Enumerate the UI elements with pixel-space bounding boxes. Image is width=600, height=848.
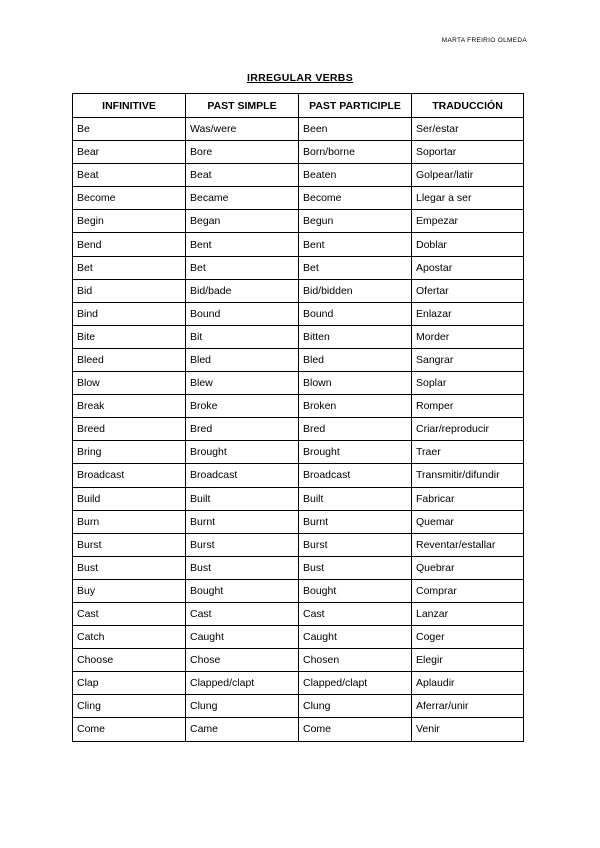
past-participle-cell: Clung (299, 695, 412, 718)
infinitive-cell: Blow (73, 372, 186, 395)
table-row (73, 695, 524, 718)
table-row (73, 464, 524, 487)
past-simple-cell: Brought (186, 441, 299, 464)
table-row (73, 233, 524, 256)
traduccion-cell: Soportar (412, 141, 524, 164)
traduccion-cell: Golpear/latir (412, 164, 524, 187)
infinitive-cell: Beat (73, 164, 186, 187)
traduccion-cell: Quebrar (412, 556, 524, 579)
past-participle-cell: Cast (299, 602, 412, 625)
traduccion-cell: Llegar a ser (412, 187, 524, 210)
past-simple-cell: Came (186, 718, 299, 741)
table-row (73, 649, 524, 672)
traduccion-cell: Transmitir/difundir (412, 464, 524, 487)
infinitive-cell: Burn (73, 510, 186, 533)
table-row (73, 579, 524, 602)
traduccion-cell: Soplar (412, 372, 524, 395)
past-simple-cell: Bought (186, 579, 299, 602)
table-row (73, 256, 524, 279)
table-row (73, 441, 524, 464)
infinitive-cell: Broadcast (73, 464, 186, 487)
table-row (73, 626, 524, 649)
traduccion-cell: Empezar (412, 210, 524, 233)
table-row (73, 510, 524, 533)
traduccion-cell: Aferrar/unir (412, 695, 524, 718)
past-participle-cell: Burnt (299, 510, 412, 533)
header-traduccion: TRADUCCIÓN (412, 94, 524, 118)
infinitive-cell: Build (73, 487, 186, 510)
header-row (73, 94, 524, 118)
infinitive-cell: Bid (73, 279, 186, 302)
infinitive-cell: Choose (73, 649, 186, 672)
traduccion-cell: Venir (412, 718, 524, 741)
traduccion-cell: Traer (412, 441, 524, 464)
traduccion-cell: Aplaudir (412, 672, 524, 695)
past-participle-cell: Caught (299, 626, 412, 649)
past-participle-cell: Bet (299, 256, 412, 279)
infinitive-cell: Bring (73, 441, 186, 464)
traduccion-cell: Enlazar (412, 302, 524, 325)
past-participle-cell: Been (299, 118, 412, 141)
past-simple-cell: Clapped/clapt (186, 672, 299, 695)
traduccion-cell: Coger (412, 626, 524, 649)
table-row (73, 187, 524, 210)
infinitive-cell: Begin (73, 210, 186, 233)
past-simple-cell: Burnt (186, 510, 299, 533)
traduccion-cell: Criar/reproducir (412, 418, 524, 441)
past-simple-cell: Bit (186, 325, 299, 348)
table-row (73, 141, 524, 164)
traduccion-cell: Ofertar (412, 279, 524, 302)
past-simple-cell: Bet (186, 256, 299, 279)
table-row (73, 372, 524, 395)
past-participle-cell: Bound (299, 302, 412, 325)
infinitive-cell: Bind (73, 302, 186, 325)
traduccion-cell: Quemar (412, 510, 524, 533)
traduccion-cell: Ser/estar (412, 118, 524, 141)
past-simple-cell: Cast (186, 602, 299, 625)
past-simple-cell: Built (186, 487, 299, 510)
irregular-verbs-table (72, 93, 524, 742)
past-participle-cell: Built (299, 487, 412, 510)
past-simple-cell: Beat (186, 164, 299, 187)
infinitive-cell: Break (73, 395, 186, 418)
past-participle-cell: Bitten (299, 325, 412, 348)
past-simple-cell: Caught (186, 626, 299, 649)
table-row (73, 533, 524, 556)
traduccion-cell: Morder (412, 325, 524, 348)
table-row (73, 279, 524, 302)
table-row (73, 210, 524, 233)
table-header (73, 94, 524, 118)
infinitive-cell: Bust (73, 556, 186, 579)
table-row (73, 302, 524, 325)
traduccion-cell: Apostar (412, 256, 524, 279)
past-simple-cell: Became (186, 187, 299, 210)
table-row (73, 487, 524, 510)
past-participle-cell: Broken (299, 395, 412, 418)
past-participle-cell: Come (299, 718, 412, 741)
table-row (73, 325, 524, 348)
infinitive-cell: Bleed (73, 348, 186, 371)
traduccion-cell: Sangrar (412, 348, 524, 371)
traduccion-cell: Doblar (412, 233, 524, 256)
table-row (73, 164, 524, 187)
past-simple-cell: Blew (186, 372, 299, 395)
infinitive-cell: Come (73, 718, 186, 741)
infinitive-cell: Catch (73, 626, 186, 649)
infinitive-cell: Clap (73, 672, 186, 695)
past-simple-cell: Broke (186, 395, 299, 418)
past-participle-cell: Bust (299, 556, 412, 579)
past-participle-cell: Bid/bidden (299, 279, 412, 302)
past-participle-cell: Chosen (299, 649, 412, 672)
header-past-participle: PAST PARTICIPLE (299, 94, 412, 118)
table-row (73, 348, 524, 371)
past-participle-cell: Become (299, 187, 412, 210)
page-title: IRREGULAR VERBS (246, 72, 353, 84)
table-row (73, 395, 524, 418)
past-simple-cell: Clung (186, 695, 299, 718)
past-simple-cell: Bust (186, 556, 299, 579)
author-name: MARTA FREIRIO OLMEDA (441, 37, 527, 44)
past-participle-cell: Broadcast (299, 464, 412, 487)
past-simple-cell: Bred (186, 418, 299, 441)
past-simple-cell: Bound (186, 302, 299, 325)
traduccion-cell: Elegir (412, 649, 524, 672)
infinitive-cell: Cling (73, 695, 186, 718)
traduccion-cell: Fabricar (412, 487, 524, 510)
table-row (73, 672, 524, 695)
traduccion-cell: Lanzar (412, 602, 524, 625)
past-participle-cell: Clapped/clapt (299, 672, 412, 695)
traduccion-cell: Romper (412, 395, 524, 418)
header-infinitive: INFINITIVE (73, 94, 186, 118)
table-row (73, 418, 524, 441)
table-row (73, 602, 524, 625)
infinitive-cell: Bite (73, 325, 186, 348)
infinitive-cell: Become (73, 187, 186, 210)
past-participle-cell: Bred (299, 418, 412, 441)
infinitive-cell: Cast (73, 602, 186, 625)
header-past-simple: PAST SIMPLE (186, 94, 299, 118)
past-participle-cell: Burst (299, 533, 412, 556)
table-row (73, 556, 524, 579)
past-simple-cell: Bent (186, 233, 299, 256)
past-participle-cell: Bent (299, 233, 412, 256)
past-simple-cell: Was/were (186, 118, 299, 141)
infinitive-cell: Breed (73, 418, 186, 441)
past-participle-cell: Blown (299, 372, 412, 395)
table-row (73, 718, 524, 741)
past-simple-cell: Bore (186, 141, 299, 164)
infinitive-cell: Be (73, 118, 186, 141)
past-simple-cell: Began (186, 210, 299, 233)
infinitive-cell: Burst (73, 533, 186, 556)
past-participle-cell: Begun (299, 210, 412, 233)
past-simple-cell: Bid/bade (186, 279, 299, 302)
past-participle-cell: Born/borne (299, 141, 412, 164)
traduccion-cell: Comprar (412, 579, 524, 602)
past-simple-cell: Bled (186, 348, 299, 371)
table-row (73, 118, 524, 141)
infinitive-cell: Bend (73, 233, 186, 256)
past-simple-cell: Burst (186, 533, 299, 556)
infinitive-cell: Buy (73, 579, 186, 602)
past-participle-cell: Beaten (299, 164, 412, 187)
past-simple-cell: Broadcast (186, 464, 299, 487)
infinitive-cell: Bear (73, 141, 186, 164)
past-participle-cell: Brought (299, 441, 412, 464)
traduccion-cell: Reventar/estallar (412, 533, 524, 556)
past-simple-cell: Chose (186, 649, 299, 672)
infinitive-cell: Bet (73, 256, 186, 279)
table-body (73, 118, 524, 742)
past-participle-cell: Bled (299, 348, 412, 371)
past-participle-cell: Bought (299, 579, 412, 602)
